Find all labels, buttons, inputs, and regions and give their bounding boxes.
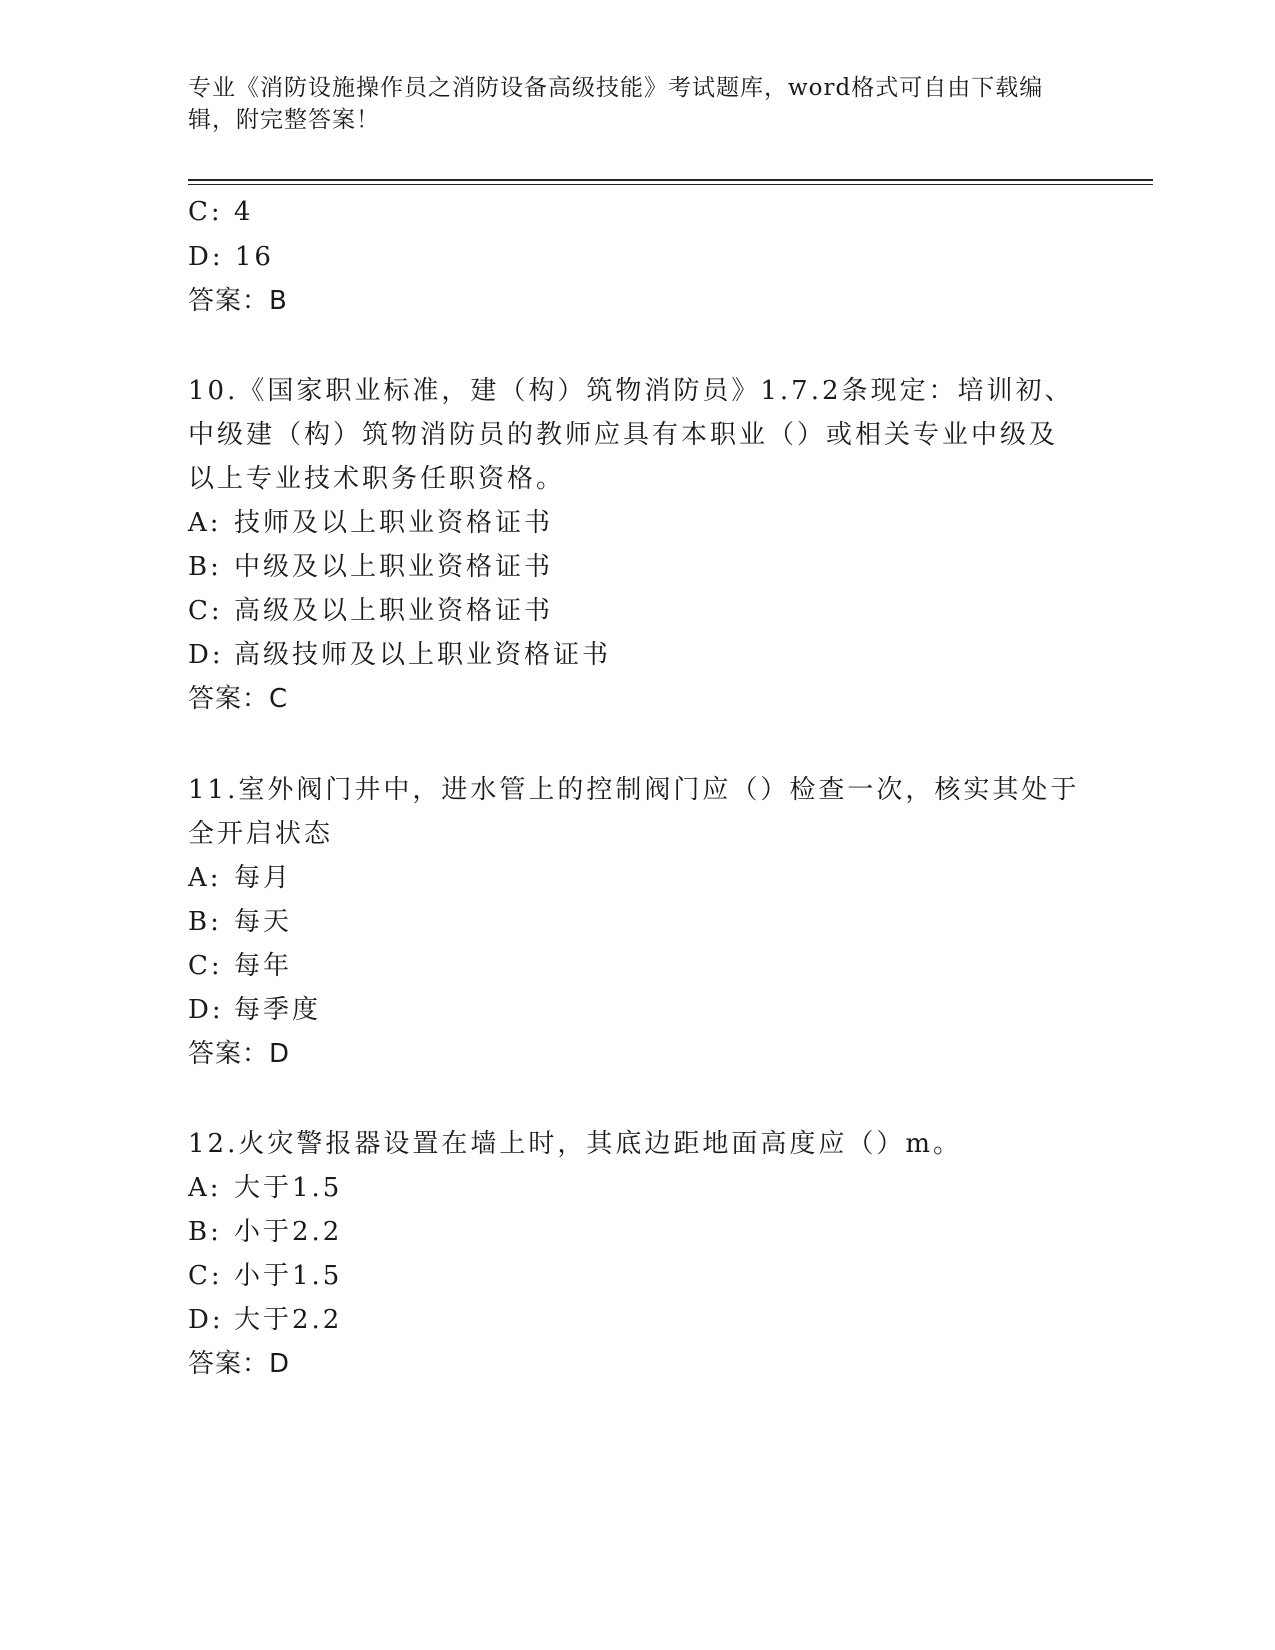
option-text: 每年	[234, 951, 293, 981]
option-letter: B:	[188, 552, 222, 582]
option-c	[188, 1260, 342, 1292]
answer: 答案：B	[188, 286, 288, 316]
question-stem: 10.《国家职业标准，建（构）筑物消防员》1.7.2条现定：培训初、	[188, 376, 1074, 406]
answer: 答案：D	[188, 1349, 291, 1379]
option-letter: D:	[188, 1305, 224, 1335]
question-stem: 全开启状态	[188, 819, 334, 849]
option-letter: D:	[188, 995, 224, 1025]
option-text: 高级技师及以上职业资格证书	[234, 640, 612, 670]
option-c	[188, 950, 292, 982]
question-stem: 以上专业技术职务任职资格。	[188, 464, 566, 494]
option-letter: B:	[188, 1217, 222, 1247]
option-letter: C:	[188, 951, 223, 981]
option-letter: C:	[188, 1261, 223, 1291]
question-stem: 12.火灾警报器设置在墙上时，其底边距地面高度应（）m。	[188, 1129, 963, 1159]
option-text: 大于1.5	[234, 1173, 343, 1203]
question-stem: 中级建（构）筑物消防员的教师应具有本职业（）或相关专业中级及	[188, 420, 1059, 450]
option-c	[188, 595, 553, 627]
option-b	[188, 551, 553, 583]
option-text: 每月	[234, 863, 293, 893]
option-text: 大于2.2	[234, 1305, 343, 1335]
answer: 答案：C	[188, 684, 289, 714]
option-letter: A:	[188, 863, 222, 893]
header-rule	[188, 179, 1153, 181]
document-header: 专业《消防设施操作员之消防设备高级技能》考试题库，word格式可自由下载编辑，附完整答案！	[188, 75, 1044, 133]
option-text: 每季度	[234, 995, 322, 1025]
option-c: C: 4	[188, 197, 254, 227]
option-text: 小于1.5	[234, 1261, 343, 1291]
option-text: 技师及以上职业资格证书	[234, 508, 554, 538]
option-text: 小于2.2	[234, 1217, 343, 1247]
option-letter: A:	[188, 1173, 222, 1203]
option-text: 每天	[234, 907, 293, 937]
option-d	[188, 639, 611, 671]
answer: 答案：D	[188, 1039, 291, 1069]
option-b	[188, 906, 292, 938]
option-letter: B:	[188, 907, 222, 937]
option-a	[188, 1172, 342, 1204]
option-a	[188, 862, 292, 894]
header-rule-thin	[188, 184, 1153, 185]
option-a	[188, 507, 553, 539]
question-stem: 11.室外阀门井中，进水管上的控制阀门应（）检查一次，核实其处于	[188, 775, 1080, 805]
option-letter: C:	[188, 596, 223, 626]
option-letter: D:	[188, 640, 224, 670]
option-text: 高级及以上职业资格证书	[234, 596, 554, 626]
option-letter: A:	[188, 508, 222, 538]
option-d	[188, 1304, 342, 1336]
option-d	[188, 994, 321, 1026]
option-text: 中级及以上职业资格证书	[234, 552, 554, 582]
option-b	[188, 1216, 342, 1248]
option-d: D: 16	[188, 242, 274, 272]
